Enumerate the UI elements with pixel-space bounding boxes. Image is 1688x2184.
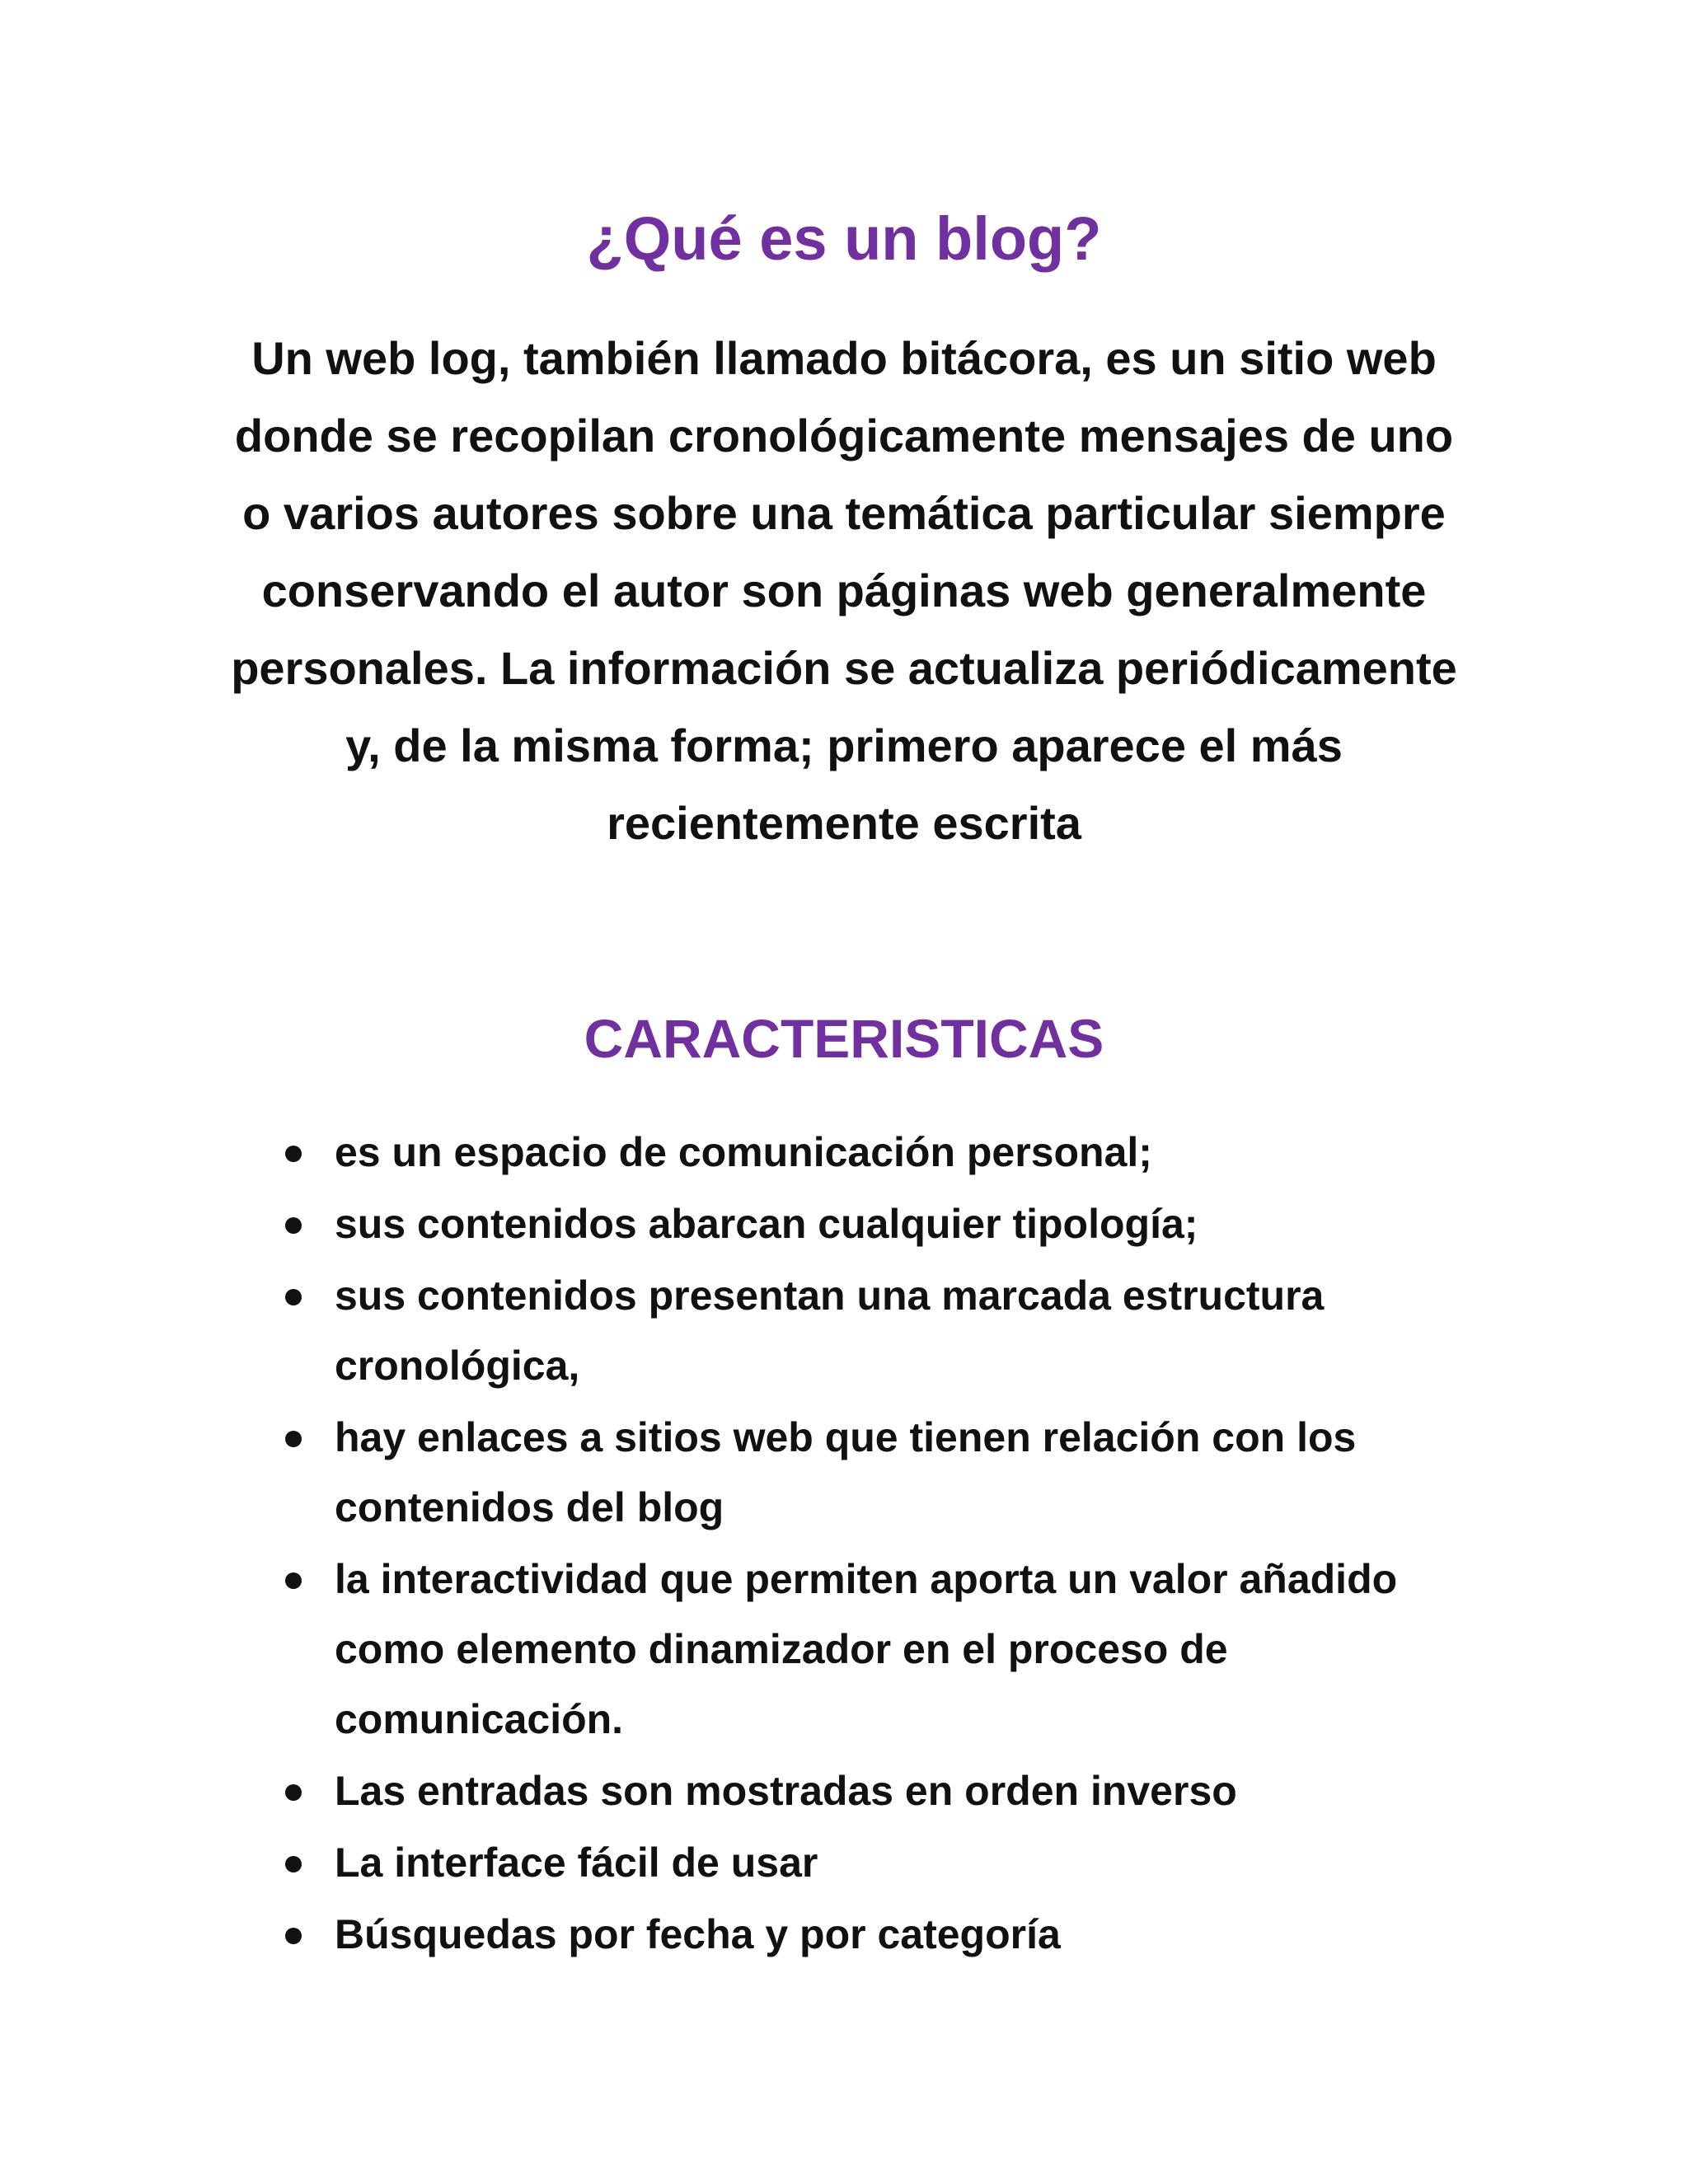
list-item-text: la interactividad que permiten aporta un valor añadido como elemento dinamizador en el proceso de comunicación. xyxy=(335,1556,1398,1742)
list-item-text: Las entradas son mostradas en orden inverso xyxy=(335,1768,1237,1814)
bullet-icon xyxy=(285,1217,302,1234)
bullet-icon xyxy=(285,1572,302,1589)
list-item xyxy=(280,1900,1451,1970)
bullet-icon xyxy=(285,1146,302,1162)
list-item-text: hay enlaces a sitios web que tienen relación con los contenidos del blog xyxy=(335,1414,1357,1530)
list-item-text: sus contenidos abarcan cualquier tipología; xyxy=(335,1201,1198,1247)
page-title: ¿Qué es un blog? xyxy=(586,204,1102,273)
section-title: CARACTERISTICAS xyxy=(584,1008,1104,1069)
list-item xyxy=(280,1261,1451,1401)
list-item-text: Búsquedas por fecha y por categoría xyxy=(335,1911,1061,1957)
list-item xyxy=(280,1189,1451,1259)
bullet-icon xyxy=(285,1784,302,1801)
bullet-icon xyxy=(285,1856,302,1872)
list-item xyxy=(280,1756,1451,1826)
list-item xyxy=(280,1118,1451,1188)
list-item-text: es un espacio de comunicación personal; xyxy=(335,1129,1152,1175)
bullet-icon xyxy=(285,1431,302,1447)
list-item-text: La interface fácil de usar xyxy=(335,1840,818,1886)
list-item-text: sus contenidos presentan una marcada estructura cronológica, xyxy=(335,1272,1325,1389)
characteristics-list xyxy=(280,1118,1451,1971)
bullet-icon xyxy=(285,1928,302,1944)
list-item xyxy=(280,1403,1451,1543)
intro-paragraph: Un web log, también llamado bitácora, es un sitio web donde se recopilan cronológicamente mensajes de uno o varios autores sobre una temática particular siempre conservando el autor son páginas web generalmente personales. La información se actualiza periódicamente y, de la misma forma; primero aparece el más recientemente escrita xyxy=(231,332,1457,849)
list-item xyxy=(280,1544,1451,1755)
bullet-icon xyxy=(285,1289,302,1305)
list-item xyxy=(280,1828,1451,1898)
